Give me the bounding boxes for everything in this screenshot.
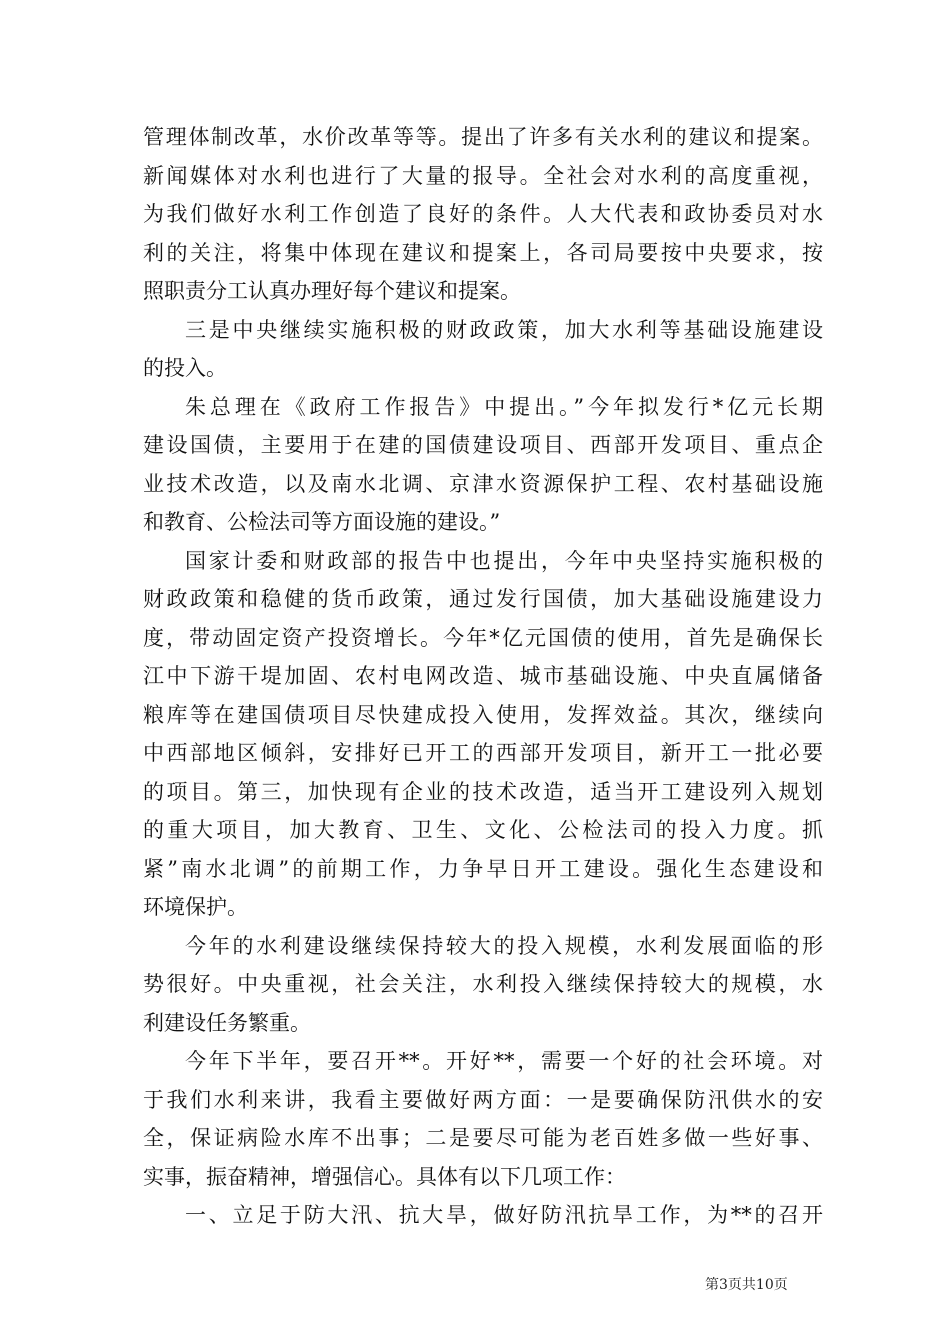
text-line: 业技术改造，以及南水北调、京津水资源保护工程、农村基础设施	[143, 471, 823, 496]
text-line: 紧”南水北调”的前期工作，力争早日开工建设。强化生态建设和	[143, 856, 823, 881]
text-line: 全，保证病险水库不出事；二是要尽可能为老百姓多做一些好事、	[143, 1126, 823, 1150]
text-line: 实事，振奋精神，增强信心。具体有以下几项工作：	[143, 1164, 626, 1189]
paragraph-start-line: 国家计委和财政部的报告中也提出，今年中央坚持实施积极的	[185, 548, 823, 573]
text-line: 粮库等在建国债项目尽快建成投入使用，发挥效益。其次，继续向	[143, 702, 823, 727]
text-line: 于我们水利来讲，我看主要做好两方面：一是要确保防汛供水的安	[143, 1087, 823, 1112]
text-line: 度，带动固定资产投资增长。今年*亿元国债的使用，首先是确保长	[143, 625, 823, 650]
text-line: 照职责分工认真办理好每个建议和提案。	[143, 279, 521, 303]
text-line: 利建设任务繁重。	[143, 1010, 311, 1035]
text-line: 建设国债，主要用于在建的国债建设项目、西部开发项目、重点企	[143, 433, 823, 457]
text-line: 新闻媒体对水利也进行了大量的报导。全社会对水利的高度重视，	[143, 163, 823, 188]
page-number-footer: 第3页共10页	[705, 1277, 788, 1293]
paragraph-start-line: 三是中央继续实施积极的财政政策，加大水利等基础设施建设	[185, 317, 823, 342]
text-line: 江中下游干堤加固、农村电网改造、城市基础设施、中央直属储备	[143, 664, 823, 688]
body-text	[143, 118, 823, 1235]
paragraph-start-line: 一、立足于防大汛、抗大旱，做好防汛抗旱工作，为**的召开	[185, 1203, 823, 1227]
text-line: 的投入。	[143, 356, 227, 380]
paragraph-start-line: 朱总理在《政府工作报告》中提出。”今年拟发行*亿元长期	[185, 394, 823, 419]
paragraph-start-line: 今年的水利建设继续保持较大的投入规模，水利发展面临的形	[185, 933, 823, 958]
text-line: 为我们做好水利工作创造了良好的条件。人大代表和政协委员对水	[143, 202, 823, 226]
text-line: 势很好。中央重视，社会关注，水利投入继续保持较大的规模，水	[143, 972, 823, 996]
paragraph-start-line: 今年下半年，要召开**。开好**，需要一个好的社会环境。对	[185, 1049, 823, 1073]
text-line: 财政政策和稳健的货币政策，通过发行国债，加大基础设施建设力	[143, 587, 823, 611]
text-line: 利的关注，将集中体现在建议和提案上，各司局要按中央要求，按	[143, 240, 823, 265]
text-line: 环境保护。	[143, 895, 248, 919]
text-line: 的项目。第三，加快现有企业的技术改造，适当开工建设列入规划	[143, 779, 823, 804]
text-line: 管理体制改革，水价改革等等。提出了许多有关水利的建议和提案。	[143, 125, 823, 149]
text-line: 中西部地区倾斜，安排好已开工的西部开发项目，新开工一批必要	[143, 741, 823, 765]
text-line: 和教育、公检法司等方面设施的建设。”	[143, 510, 501, 534]
text-line: 的重大项目，加大教育、卫生、文化、公检法司的投入力度。抓	[143, 818, 823, 842]
